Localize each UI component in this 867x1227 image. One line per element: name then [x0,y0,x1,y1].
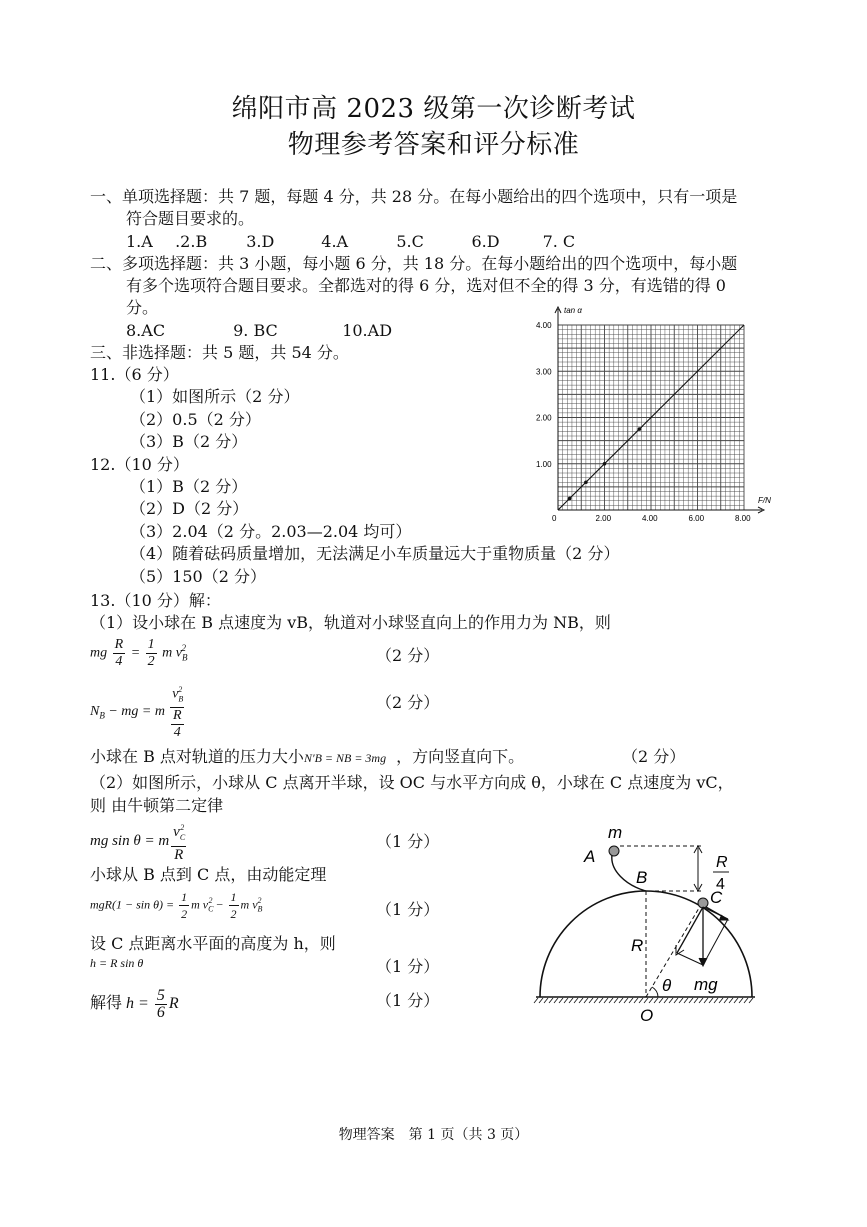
equation-height: h = R sin θ [90,956,144,970]
hatch-line [649,998,653,1003]
q13-p6-label: 解得 [90,993,123,1013]
hatch-line [624,998,628,1003]
hatch-line [684,998,688,1003]
label-c: C [710,888,723,907]
doc-title-line1: 绵阳市高 2023 级第一次诊断考试 [231,94,636,124]
y-tick-label: 3.00 [536,367,552,377]
score-eq1: （2 分） [376,646,440,665]
label-m: m [608,823,623,842]
label-a: A [584,847,596,866]
answer-7: 7. C [542,232,576,251]
q13-p1: （1）设小球在 B 点速度为 vB，轨道对小球竖直向上的作用力为 NB，则 [90,613,611,632]
answer-9: 9. BC [233,321,278,340]
section3-intro: 三、非选择题：共 5 题，共 54 分。 [90,343,349,362]
hatch-line [704,998,708,1003]
label-mg: mg [694,975,718,994]
hatch-line [679,998,683,1003]
q12-item-2: （2）D（2 分） [130,499,249,518]
q12-item-3: （3）2.04（2 分。2.03—2.04 均可） [130,522,412,541]
hatch-line [539,998,543,1003]
section2-intro-a: 二、多项选择题：共 3 小题，每小题 6 分，共 18 分。在每小题给出的四个选项中，每小题 [90,254,738,273]
x-tick-label: 8.00 [735,514,751,523]
equation-energy-bc: mgR(1 − sin θ) = $\frac{1}{2}$ m $v_C^2$ − $\frac{1}{2}$ m $v_B^2$ [90,890,263,921]
hatch-line [589,998,593,1003]
hatch-line [634,998,638,1003]
y-axis-label: tan α [564,306,582,315]
equation-energy-lhs: mgR(1 − sin θ) = [90,897,178,912]
hatch-line [659,998,663,1003]
data-point [584,480,588,484]
q13-p2 [90,746,524,769]
q13-p2-prefix: 小球在 B 点对轨道的压力大小 [90,747,304,766]
label-o: O [640,1006,654,1025]
q11-item-2: （2）0.5（2 分） [130,410,261,429]
hatch-line [544,998,548,1003]
answer-2: .2.B [175,232,208,251]
hatch-line [554,998,558,1003]
answer-3: 3.D [246,232,275,251]
q13-p6 [90,988,179,1021]
q12-item-4: （4）随着砝码质量增加，无法满足小车质量远大于重物质量（2 分） [130,544,620,563]
hatch-line [599,998,603,1003]
q13-p3a: （2）如图所示，小球从 C 点离开半球，设 OC 与水平方向成 θ，小球在 C 点速度为 vC， [90,773,734,792]
hatch-line [604,998,608,1003]
data-point [603,462,607,466]
hatch-line [664,998,668,1003]
x-axis-label: F/N [758,496,771,505]
hatch-line [729,998,733,1003]
ball-at-c [698,898,708,908]
q13-p4: 小球从 B 点到 C 点，由动能定理 [90,865,327,884]
ball-at-a [609,846,619,856]
y-tick-label: 1.00 [536,459,552,469]
y-tick-label: 2.00 [536,413,552,423]
hatch-line [639,998,643,1003]
hatch-line [569,998,573,1003]
answer-6: 6.D [471,232,500,251]
q13-head: 13.（10 分）解： [90,591,221,610]
section1-intro-a: 一、单项选择题：共 7 题，每题 4 分，共 28 分。在每小题给出的四个选项中，只有一项是 [90,187,738,206]
label-r4-den: 4 [716,876,725,893]
answer-8: 8.AC [126,321,166,340]
q13-p2-suffix: ，方向竖直向下。 [396,747,525,766]
hatch-line [614,998,618,1003]
score-eq2: （2 分） [376,693,440,712]
label-b: B [636,868,648,887]
section2-answers [126,320,392,342]
hatch-line [669,998,673,1003]
ground-hatching [534,998,753,1003]
equation-result: h = $\frac{5}{6}$ R [122,987,179,1021]
x-tick-label: 2.00 [595,514,612,523]
hatch-line [594,998,598,1003]
score-eq4: （1 分） [376,900,440,919]
section1-intro-b: 符合题目要求的。 [126,209,255,228]
q11-item-3: （3）B（2 分） [130,432,248,451]
score-eq6: （1 分） [376,991,440,1010]
label-theta: θ [662,976,672,995]
hatch-line [734,998,738,1003]
data-point [568,497,572,501]
hatch-line [694,998,698,1003]
hatch-line [559,998,563,1003]
hatch-line [744,998,748,1003]
q11-item-1: （1）如图所示（2 分） [130,387,300,406]
hatch-line [654,998,658,1003]
equation-newton-c: mg sin θ = m $\frac{v_C^2}{R}$ [90,820,188,863]
label-r4-num: R [716,854,728,871]
answer-4: 4.A [321,232,349,251]
hatch-line [584,998,588,1003]
section2-intro-b: 有多个选项符合题目要求。全都选对的得 6 分，选对但不全的得 3 分，有选错的得 0 [126,276,726,295]
section1-answers [126,231,575,253]
normal-component-arrow [677,907,703,953]
hatch-line [739,998,743,1003]
hatch-line [724,998,728,1003]
q12-head: 12.（10 分） [90,455,189,474]
hatch-line [719,998,723,1003]
hatch-line [699,998,703,1003]
answer-1: 1.A [126,232,153,251]
tan-alpha-vs-force-chart [528,300,778,525]
x-tick-label: 0 [552,514,557,523]
data-point [638,427,642,431]
q12-item-5: （5）150（2 分） [130,567,266,586]
x-tick-label: 4.00 [642,514,658,523]
hatch-line [549,998,553,1003]
doc-title-line2: 物理参考答案和评分标准 [287,130,580,160]
hatch-line [689,998,693,1003]
equation-newton-b: $N_B$ − mg = m $\frac{v_B^2}{\frac{R}{4}}$ [90,682,190,741]
hatch-line [749,998,753,1003]
hatch-line [574,998,578,1003]
hatch-line [629,998,633,1003]
hatch-line [564,998,568,1003]
hemisphere-diagram [530,815,770,1030]
q13-p5: 设 C 点距离水平面的高度为 h，则 [90,934,336,953]
q12-item-1: （1）B（2 分） [130,477,248,496]
q13-p3b: 则 由牛顿第二定律 [90,796,224,815]
section2-intro-c: 分。 [126,298,159,317]
equation-energy-ab: mg $\frac{R}{4}$ = $\frac{1}{2}$ m $v_B^2$ [90,637,188,669]
page-footer: 物理答案 第 1 页（共 3 页） [338,1127,529,1143]
answer-5: 5.C [396,232,424,251]
equation-pressure: N′B = NB = 3mg [303,751,387,765]
q11-head: 11.（6 分） [90,365,179,384]
hatch-line [644,998,648,1003]
label-r: R [631,936,644,955]
answer-10: 10.AD [342,321,393,340]
hatch-line [534,998,538,1003]
x-tick-label: 6.00 [688,514,705,523]
hatch-line [579,998,583,1003]
score-pressure: （2 分） [622,747,686,766]
y-tick-label: 4.00 [536,321,552,330]
hatch-line [619,998,623,1003]
hatch-line [714,998,718,1003]
score-eq5: （1 分） [376,957,440,976]
score-eq3: （1 分） [376,832,440,851]
hatch-line [609,998,613,1003]
hatch-line [709,998,713,1003]
hatch-line [674,998,678,1003]
theta-arc [652,987,658,997]
